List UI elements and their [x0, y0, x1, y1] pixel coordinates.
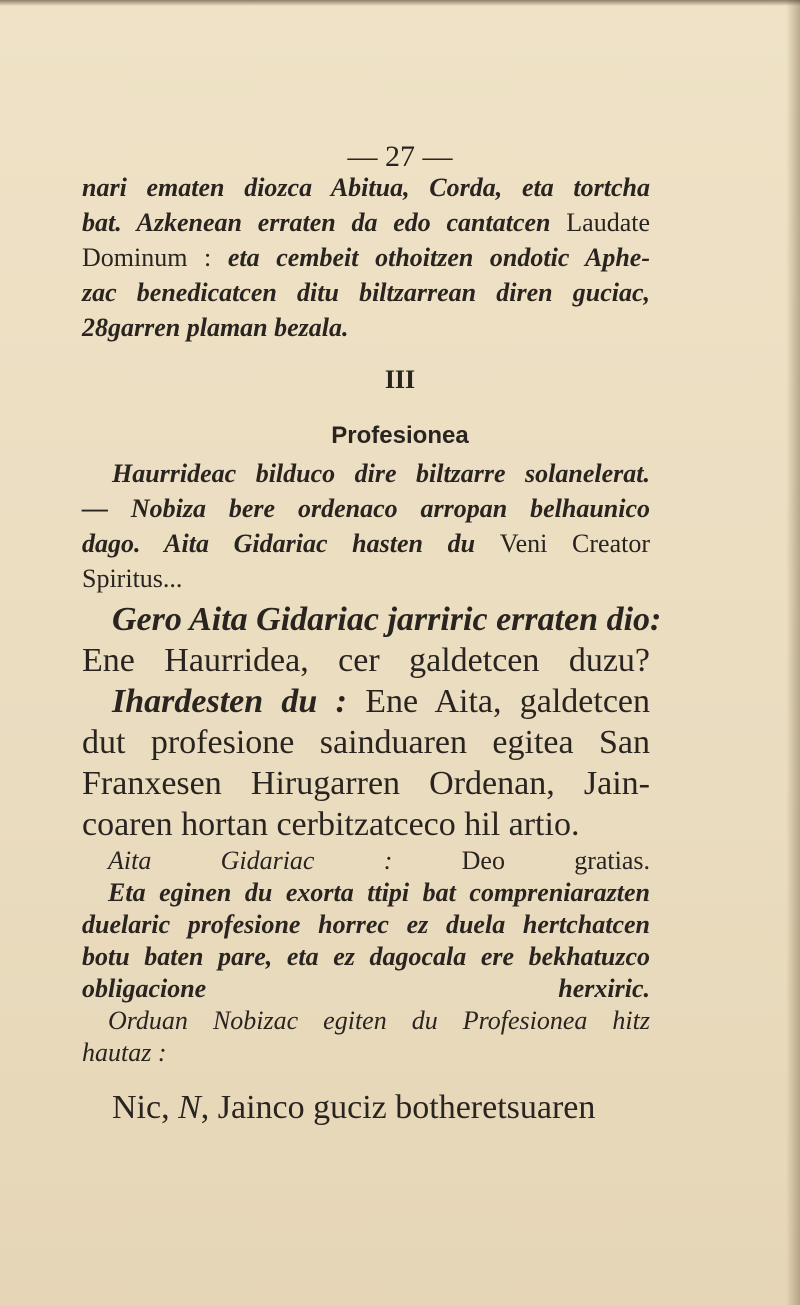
text-run: coaren hortan cerbitzatceco hil artio. [82, 806, 580, 843]
text-run: Franxesen Hirugarren Ordenan, Jain- [82, 765, 650, 802]
text-line [112, 682, 650, 722]
text-run: 28garren plaman bezala. [82, 313, 349, 342]
text-run: Dominum : [82, 243, 228, 272]
text-run: bat. Azkenean erraten da edo cantatcen [82, 208, 567, 237]
text-line [82, 941, 650, 973]
text-run: nari ematen diozca Abitua, Corda, eta tortcha [82, 173, 650, 202]
text-run: botu baten pare, eta ez dagocala ere bekhatuzco [82, 942, 650, 971]
text-line [82, 563, 650, 595]
text-run: dut profesione sainduaren egitea San [82, 724, 650, 761]
text-run: Spiritus... [82, 564, 183, 593]
text-line [82, 493, 650, 525]
text-line [112, 458, 650, 490]
text-run: Aita Gidariac : [108, 846, 462, 875]
text-run: Ene Aita, galdetcen [365, 683, 651, 720]
page-top-edge [0, 0, 800, 6]
text-run: Gero Aita Gidariac jarriric erraten dio: [112, 601, 662, 638]
page-edge-shadow [786, 0, 800, 1305]
text-line [82, 909, 650, 941]
text-run: Nic, [112, 1089, 179, 1126]
text-run: Deo gratias. [461, 846, 650, 875]
text-run: Ihardesten du : [112, 683, 366, 720]
text-line [108, 877, 650, 909]
text-line [82, 1037, 650, 1069]
text-run: eta cembeit othoitzen ondotic Aphe- [227, 243, 650, 272]
page-number: — 27 — [347, 140, 453, 173]
text-run: dago. Aita Gidariac hasten du [82, 529, 500, 558]
text-line [82, 277, 650, 309]
text-line [82, 973, 650, 1005]
text-line [82, 528, 650, 560]
text-run: , Jainco guciz botheretsuaren [200, 1089, 596, 1126]
text-run: N [178, 1089, 201, 1126]
last-line [112, 1088, 650, 1128]
text-run: — Nobiza bere ordenaco arropan belhaunico [82, 494, 650, 523]
text-run: obligacione herxiric. [82, 974, 650, 1003]
text-line [82, 207, 650, 239]
section-title: Profesionea [331, 422, 469, 449]
text-run: zac benedicatcen ditu biltzarrean diren guciac, [82, 278, 650, 307]
text-line [82, 312, 650, 344]
text-run: hautaz : [82, 1038, 167, 1067]
text-line [82, 805, 650, 845]
text-line [108, 1005, 650, 1037]
text-run: Eta eginen du exorta ttipi bat compreniarazten [108, 878, 650, 907]
text-run: duelaric profesione horrec ez duela hertchatcen [82, 910, 650, 939]
text-line [108, 845, 650, 877]
text-run: Veni Creator [499, 529, 651, 558]
text-run: Laudate [566, 208, 650, 237]
text-line [82, 641, 650, 681]
text-run: Orduan Nobizac egiten du Profesionea hitz [108, 1006, 650, 1035]
text-run: Haurrideac bilduco dire biltzarre solanelerat. [112, 459, 650, 488]
text-line [82, 242, 650, 274]
text-line [82, 764, 650, 804]
text-line [82, 172, 650, 204]
section-number: III [384, 365, 416, 394]
text-line [82, 723, 650, 763]
text-line [112, 600, 662, 640]
text-run: Ene Haurridea, cer galdetcen duzu? [82, 642, 650, 679]
